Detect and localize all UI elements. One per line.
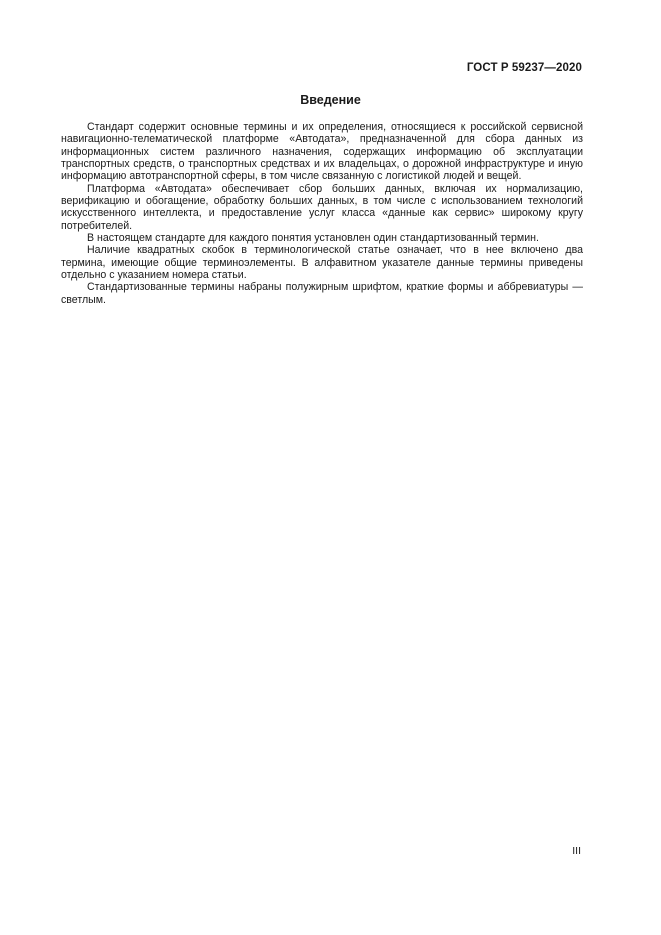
introduction-body (61, 121, 583, 306)
document-code: ГОСТ Р 59237—2020 (466, 62, 582, 74)
paragraph: В настоящем стандарте для каждого понятия установлен один стандартизованный термин. (87, 232, 539, 245)
paragraph: Платформа «Автодата» обеспечивает сбор больших данных, включая их нормализацию, верификацию и обогащение, обработку больших данных, в том числе с использованием технологий искусственного интеллекта, и предоставление услуг класса «данные как сервис» широкому кругу потребителей. (61, 182, 583, 232)
section-title: Введение (300, 93, 361, 107)
paragraph: Стандартизованные термины набраны полужирным шрифтом, краткие формы и аббревиатуры — светлым. (61, 281, 583, 306)
paragraph: Наличие квадратных скобок в терминологической статье означает, что в нее включено два термина, имеющие общие терминоэлементы. В алфавитном указателе данные термины приведены отдельно с указанием номера статьи. (61, 244, 583, 282)
paragraph: Стандарт содержит основные термины и их определения, относящиеся к российской сервисной навигационно-телематической платформе «Автодата», предназначенной для сбора данных из информационных систем различного назначения, содержащих информацию об эксплуатации транспортных средств, о транспортных средствах и их владельцах, о дорожной инфраструктуре и иную информацию автотранспортной сферы, в том числе связанную с логистикой людей и вещей. (61, 121, 583, 183)
page-number: III (572, 845, 581, 857)
